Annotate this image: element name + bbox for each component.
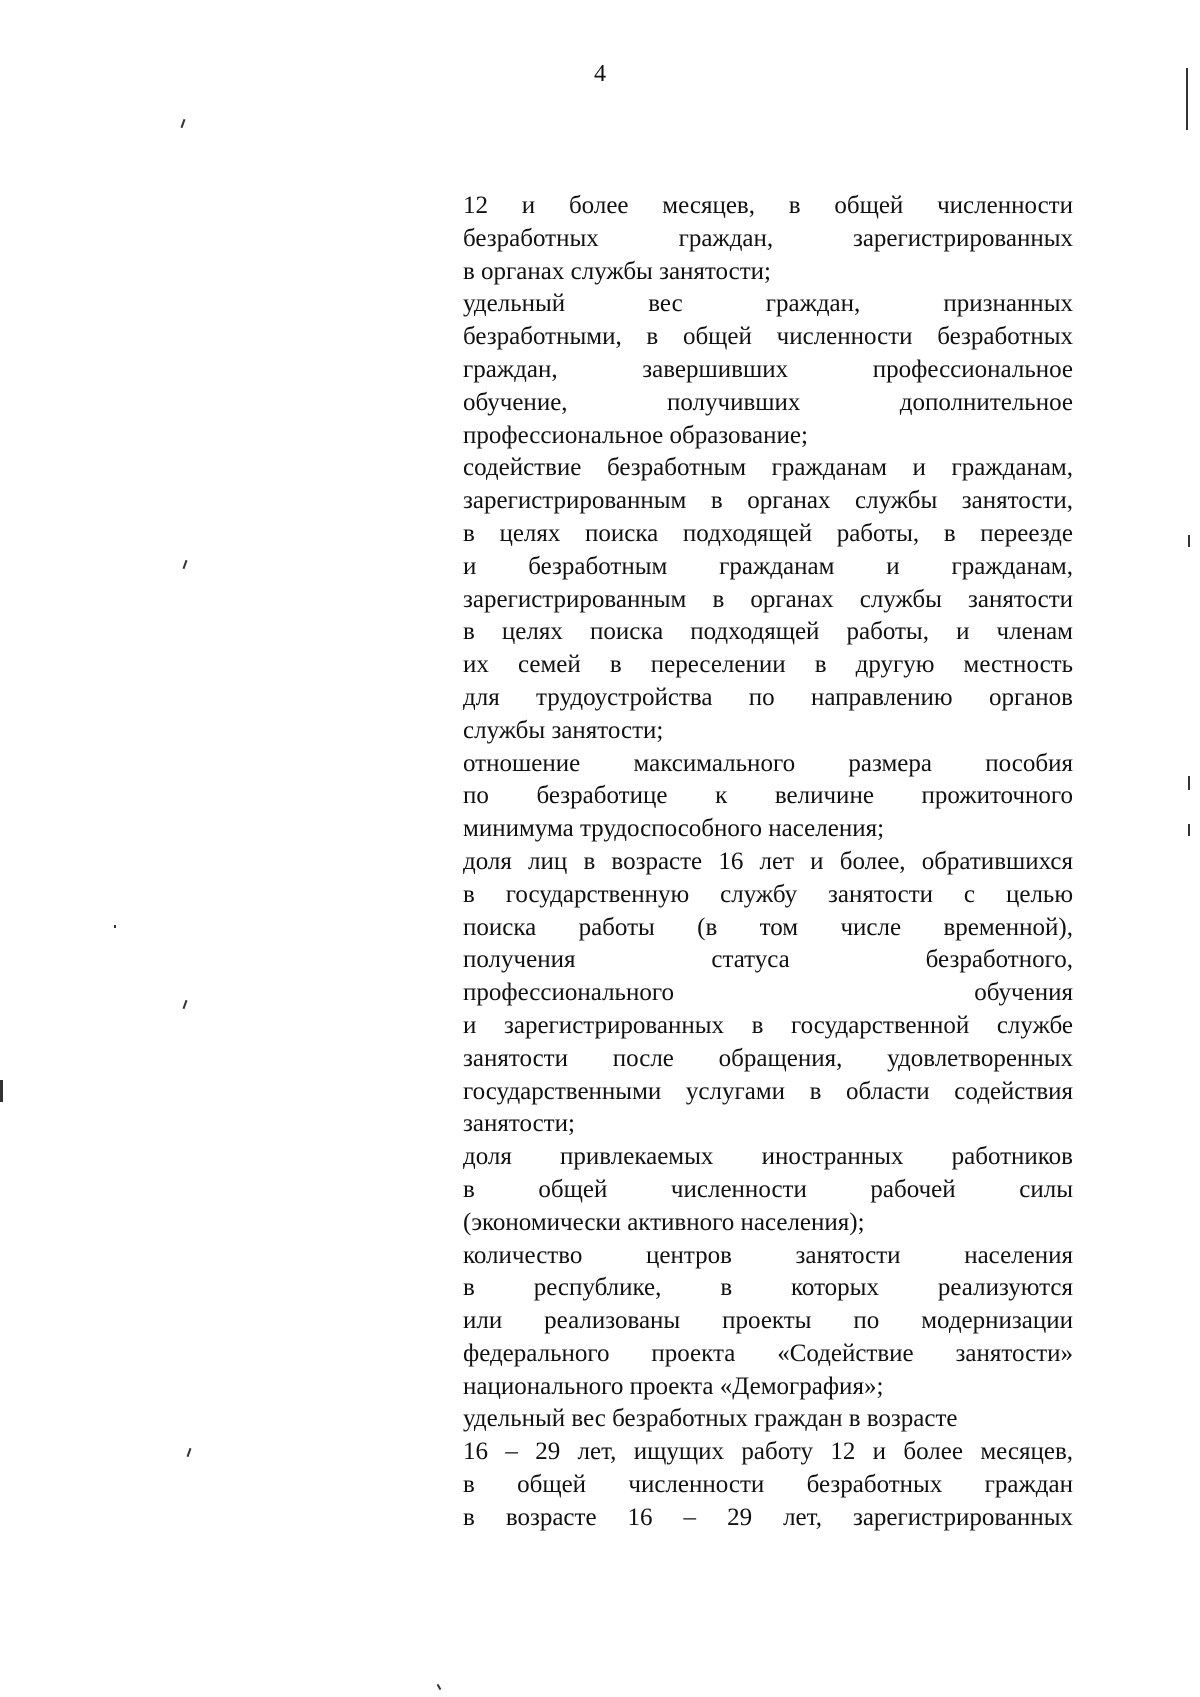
text-line: зарегистрированным в органах службы занятости <box>463 585 1073 613</box>
text-line: в республике, в которых реализуются <box>463 1274 1073 1302</box>
scan-speck <box>1188 535 1190 547</box>
scan-speck <box>183 1000 188 1009</box>
text-line: зарегистрированным в органах службы занятости, <box>463 487 1073 515</box>
indicator-youth-long-term-unemployed <box>463 1403 1073 1534</box>
text-line: в общей численности безработных граждан <box>463 1471 1073 1499</box>
text-line: в общей численности рабочей силы <box>463 1175 1073 1203</box>
text-line: в органах службы занятости; <box>463 257 771 285</box>
scan-speck <box>437 1684 442 1690</box>
text-line: отношение максимального размера пособия <box>463 749 1073 777</box>
text-line: минимума трудоспособного населения; <box>463 815 885 843</box>
indicator-long-term-unemployed <box>463 190 1073 288</box>
text-line: граждан, завершивших профессиональное <box>463 355 1073 383</box>
scan-speck <box>183 560 188 569</box>
text-line: занятости после обращения, удовлетворенных <box>463 1044 1073 1072</box>
text-line: обучение, получивших дополнительное <box>463 388 1073 416</box>
text-line: количество центров занятости населения <box>463 1241 1073 1269</box>
scan-edge-line <box>1186 68 1188 130</box>
text-line: по безработице к величине прожиточного <box>463 782 1073 810</box>
text-line: в государственную службу занятости с целью <box>463 880 1073 908</box>
text-line: профессионального обучения <box>463 979 1073 1007</box>
indicator-foreign-workers <box>463 1141 1073 1239</box>
scan-speck <box>187 1448 192 1457</box>
scan-speck <box>1188 824 1190 836</box>
text-line: для трудоустройства по направлению органов <box>463 683 1073 711</box>
text-line: службы занятости; <box>463 716 664 744</box>
text-line: или реализованы проекты по модернизации <box>463 1307 1073 1335</box>
text-line: безработных граждан, зарегистрированных <box>463 224 1073 252</box>
text-line: доля лиц в возрасте 16 лет и более, обратившихся <box>463 847 1073 875</box>
text-line: и зарегистрированных в государственной службе <box>463 1011 1073 1039</box>
text-line: удельный вес безработных граждан в возрасте <box>463 1405 958 1433</box>
scan-speck <box>114 925 116 928</box>
indicator-modernized-centers <box>463 1240 1073 1404</box>
text-line: в возрасте 16 – 29 лет, зарегистрированных <box>463 1503 1073 1531</box>
text-line: в целях поиска подходящей работы, в переезде <box>463 519 1073 547</box>
text-line: (экономически активного населения); <box>463 1208 865 1236</box>
scan-speck <box>1188 776 1190 790</box>
text-line: 16 – 29 лет, ищущих работу 12 и более месяцев, <box>463 1438 1073 1466</box>
indicator-relocation-assistance <box>463 452 1073 747</box>
text-line: 12 и более месяцев, в общей численности <box>463 192 1073 219</box>
text-line: и безработным гражданам и гражданам, <box>463 552 1073 580</box>
text-line: национального проекта «Демография»; <box>463 1372 884 1400</box>
text-line: получения статуса безработного, <box>463 946 1073 974</box>
text-line: государственными услугами в области содействия <box>463 1077 1073 1105</box>
indicator-training-share <box>463 288 1073 452</box>
indicator-benefit-ratio <box>463 748 1073 846</box>
text-line: поиска работы (в том числе временной), <box>463 913 1073 941</box>
text-column <box>463 190 1073 1535</box>
text-line: профессиональное образование; <box>463 421 808 449</box>
text-line: безработными, в общей численности безработных <box>463 323 1073 351</box>
page-number: 4 <box>594 61 606 87</box>
text-line: удельный вес граждан, признанных <box>463 290 1073 318</box>
scan-edge-mark <box>0 1080 3 1102</box>
text-line: доля привлекаемых иностранных работников <box>463 1143 1073 1171</box>
scan-speck <box>181 119 186 128</box>
text-line: занятости; <box>463 1110 575 1138</box>
indicator-service-satisfaction <box>463 846 1073 1141</box>
text-line: федерального проекта «Содействие занятости» <box>463 1339 1073 1367</box>
text-line: содействие безработным гражданам и гражданам, <box>463 454 1073 482</box>
text-line: в целях поиска подходящей работы, и членам <box>463 618 1073 646</box>
text-line: их семей в переселении в другую местность <box>463 651 1073 679</box>
